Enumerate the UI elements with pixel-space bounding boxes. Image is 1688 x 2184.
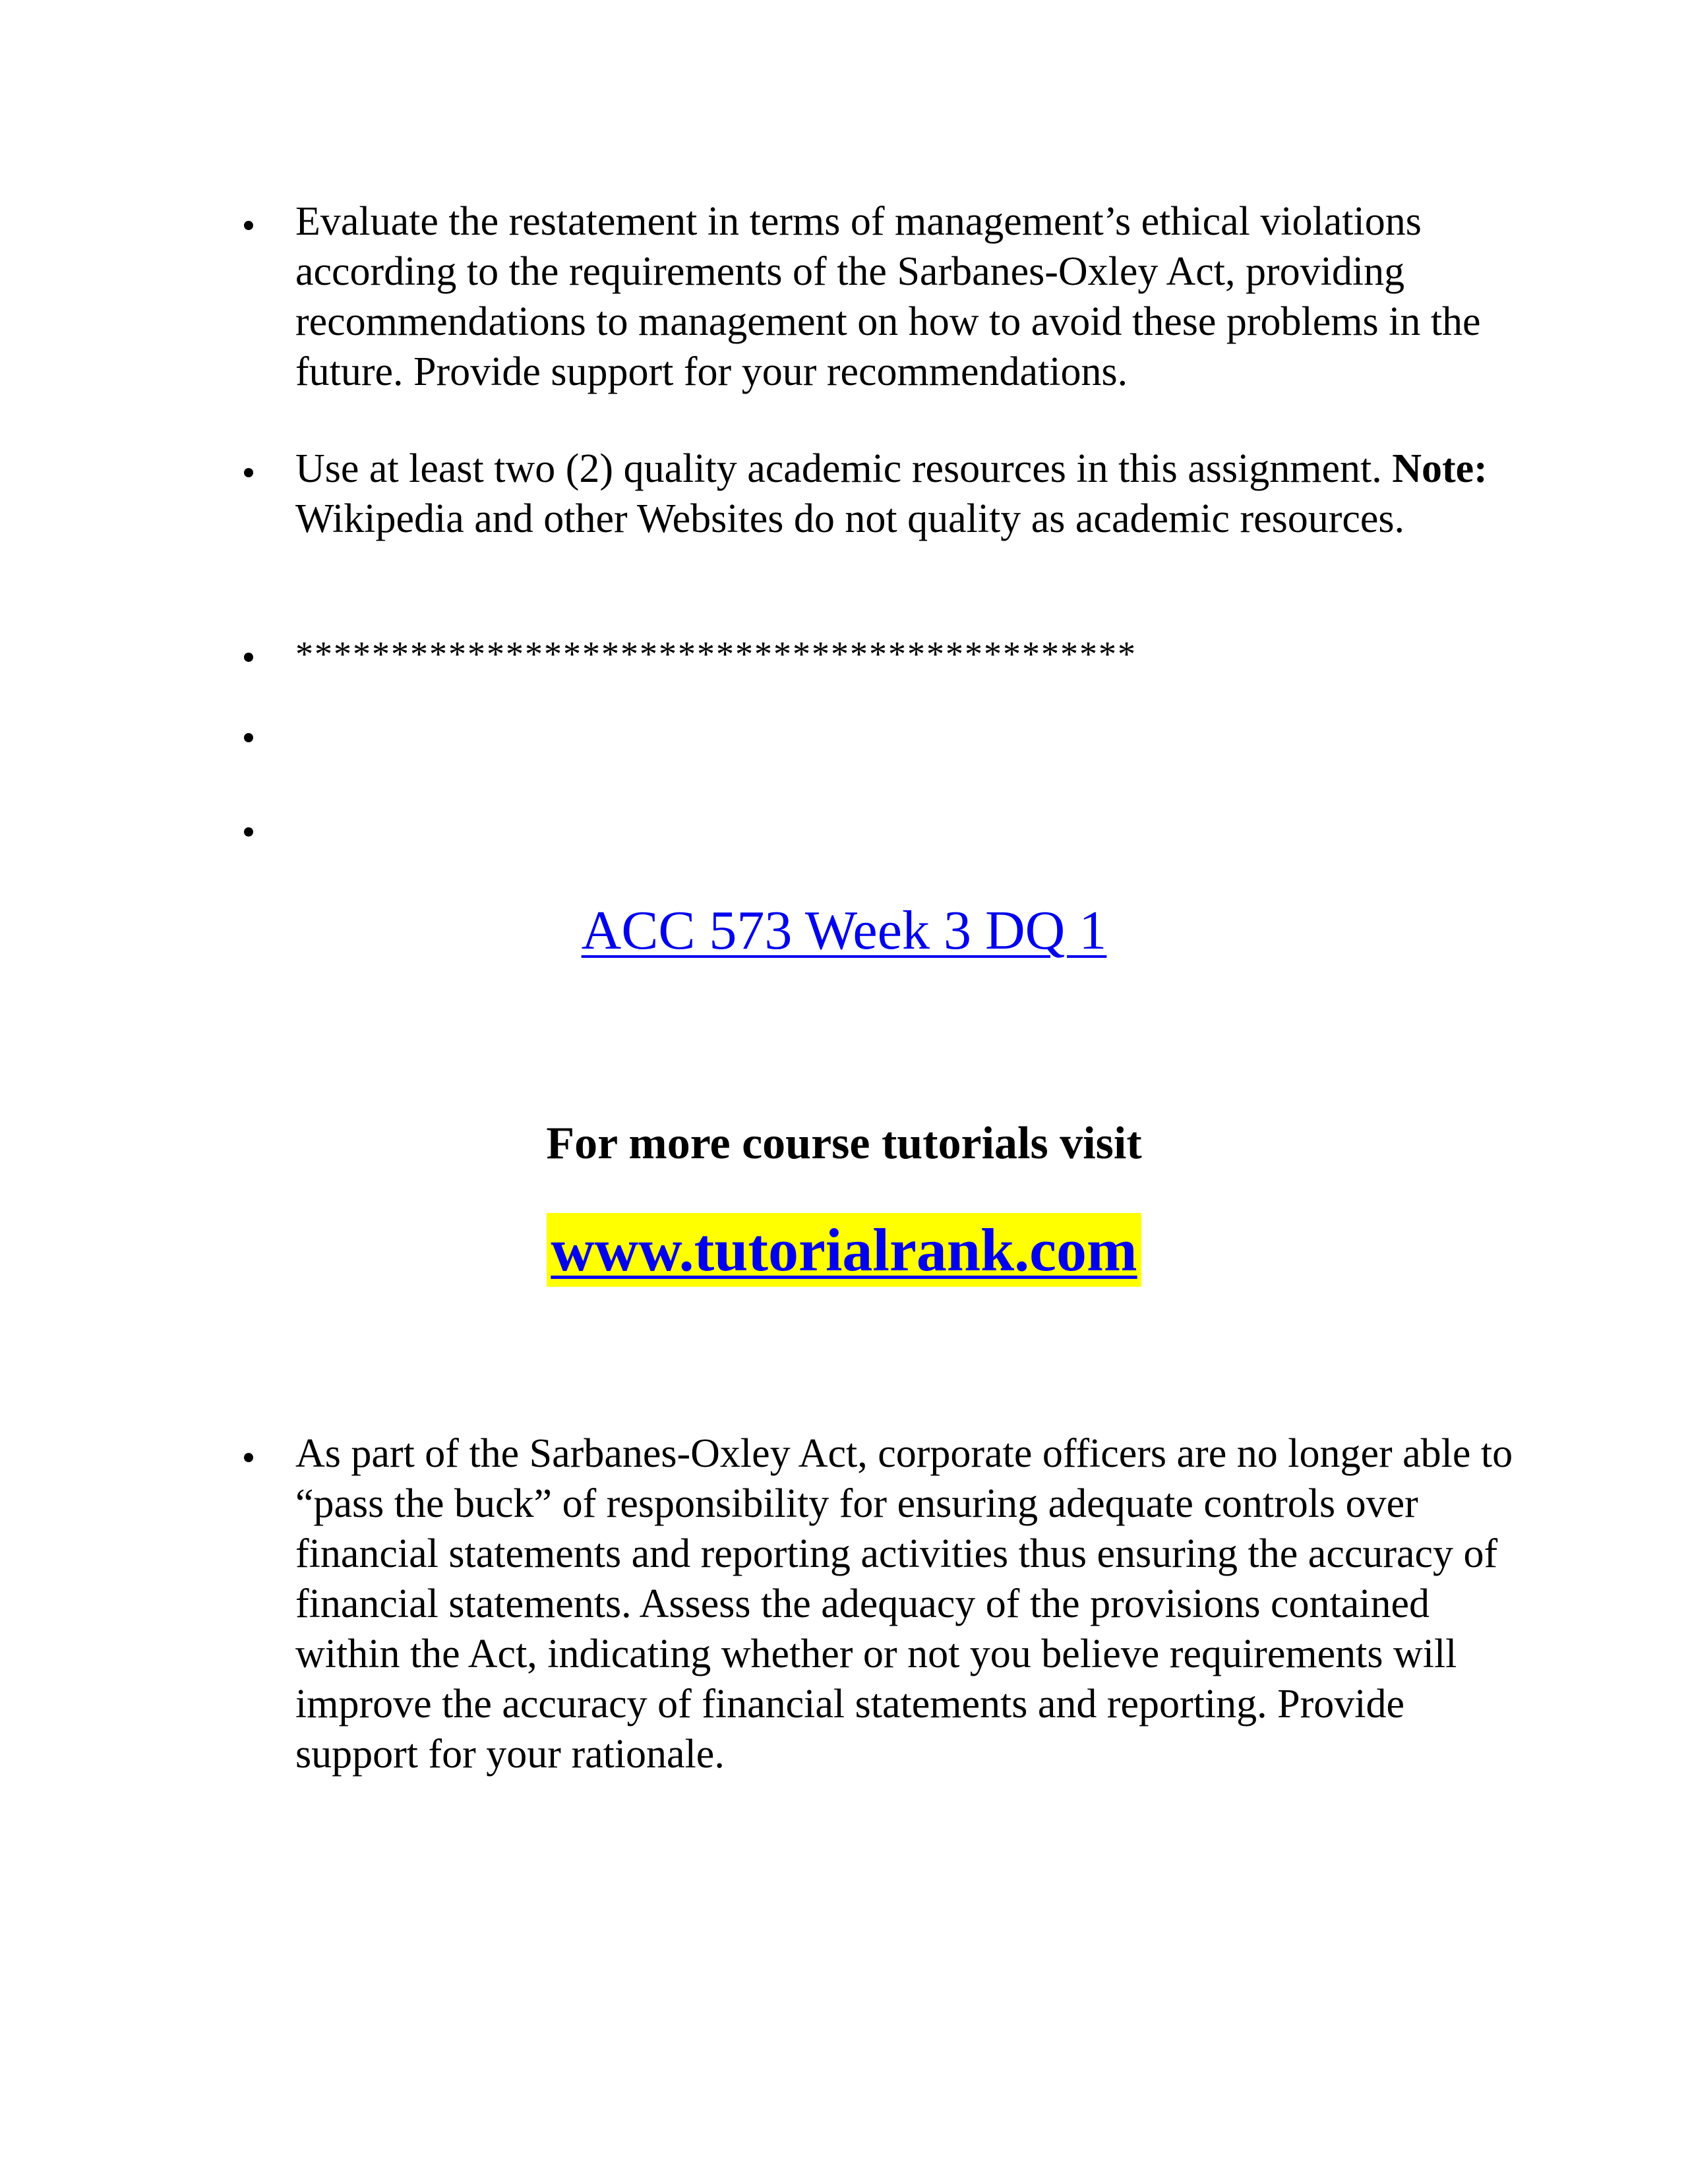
site-highlight (547, 1213, 1141, 1287)
site-link[interactable]: www.tutorialrank.com (551, 1216, 1137, 1284)
resources-text-end: Wikipedia and other Websites do not quality as academic resources. (295, 496, 1405, 541)
bullet-text-resources (295, 444, 1522, 544)
course-title (0, 898, 1688, 964)
note-label: Note: (1392, 446, 1488, 491)
bullet-text-evaluate: Evaluate the restatement in terms of management’s ethical violations according to the requirements of the Sarbanes-Oxley Act, providing recommendations to management on how to avoid these problems in the future. Provide support for your recommendations. (295, 199, 1481, 394)
course-title-link[interactable]: ACC 573 Week 3 DQ 1 (581, 900, 1107, 961)
separator-stars: ******************************************** (295, 634, 1137, 674)
more-tutorials-text: For more course tutorials visit (546, 1118, 1142, 1169)
bullet-icon (244, 221, 257, 234)
resources-text-start: Use at least two (2) quality academic resources in this assignment. (295, 446, 1393, 491)
bullet-text-sox: As part of the Sarbanes-Oxley Act, corporate officers are no longer able to “pass the buck” of responsibility for ensuring adequate controls over financial statements and reporting activities thus ensuring the accuracy of financial statements. Assess the adequacy of the provisions contained within the Act, indicating whether or not you believe requirements will improve the accuracy of financial statements and reporting. Provide support for your rationale. (295, 1431, 1513, 1777)
bullet-icon (244, 733, 257, 746)
bullet-icon (244, 653, 257, 666)
bullet-icon (244, 827, 257, 841)
bullet-icon (244, 1453, 257, 1466)
bullet-icon (244, 468, 257, 481)
site-link-block (0, 1213, 1688, 1287)
